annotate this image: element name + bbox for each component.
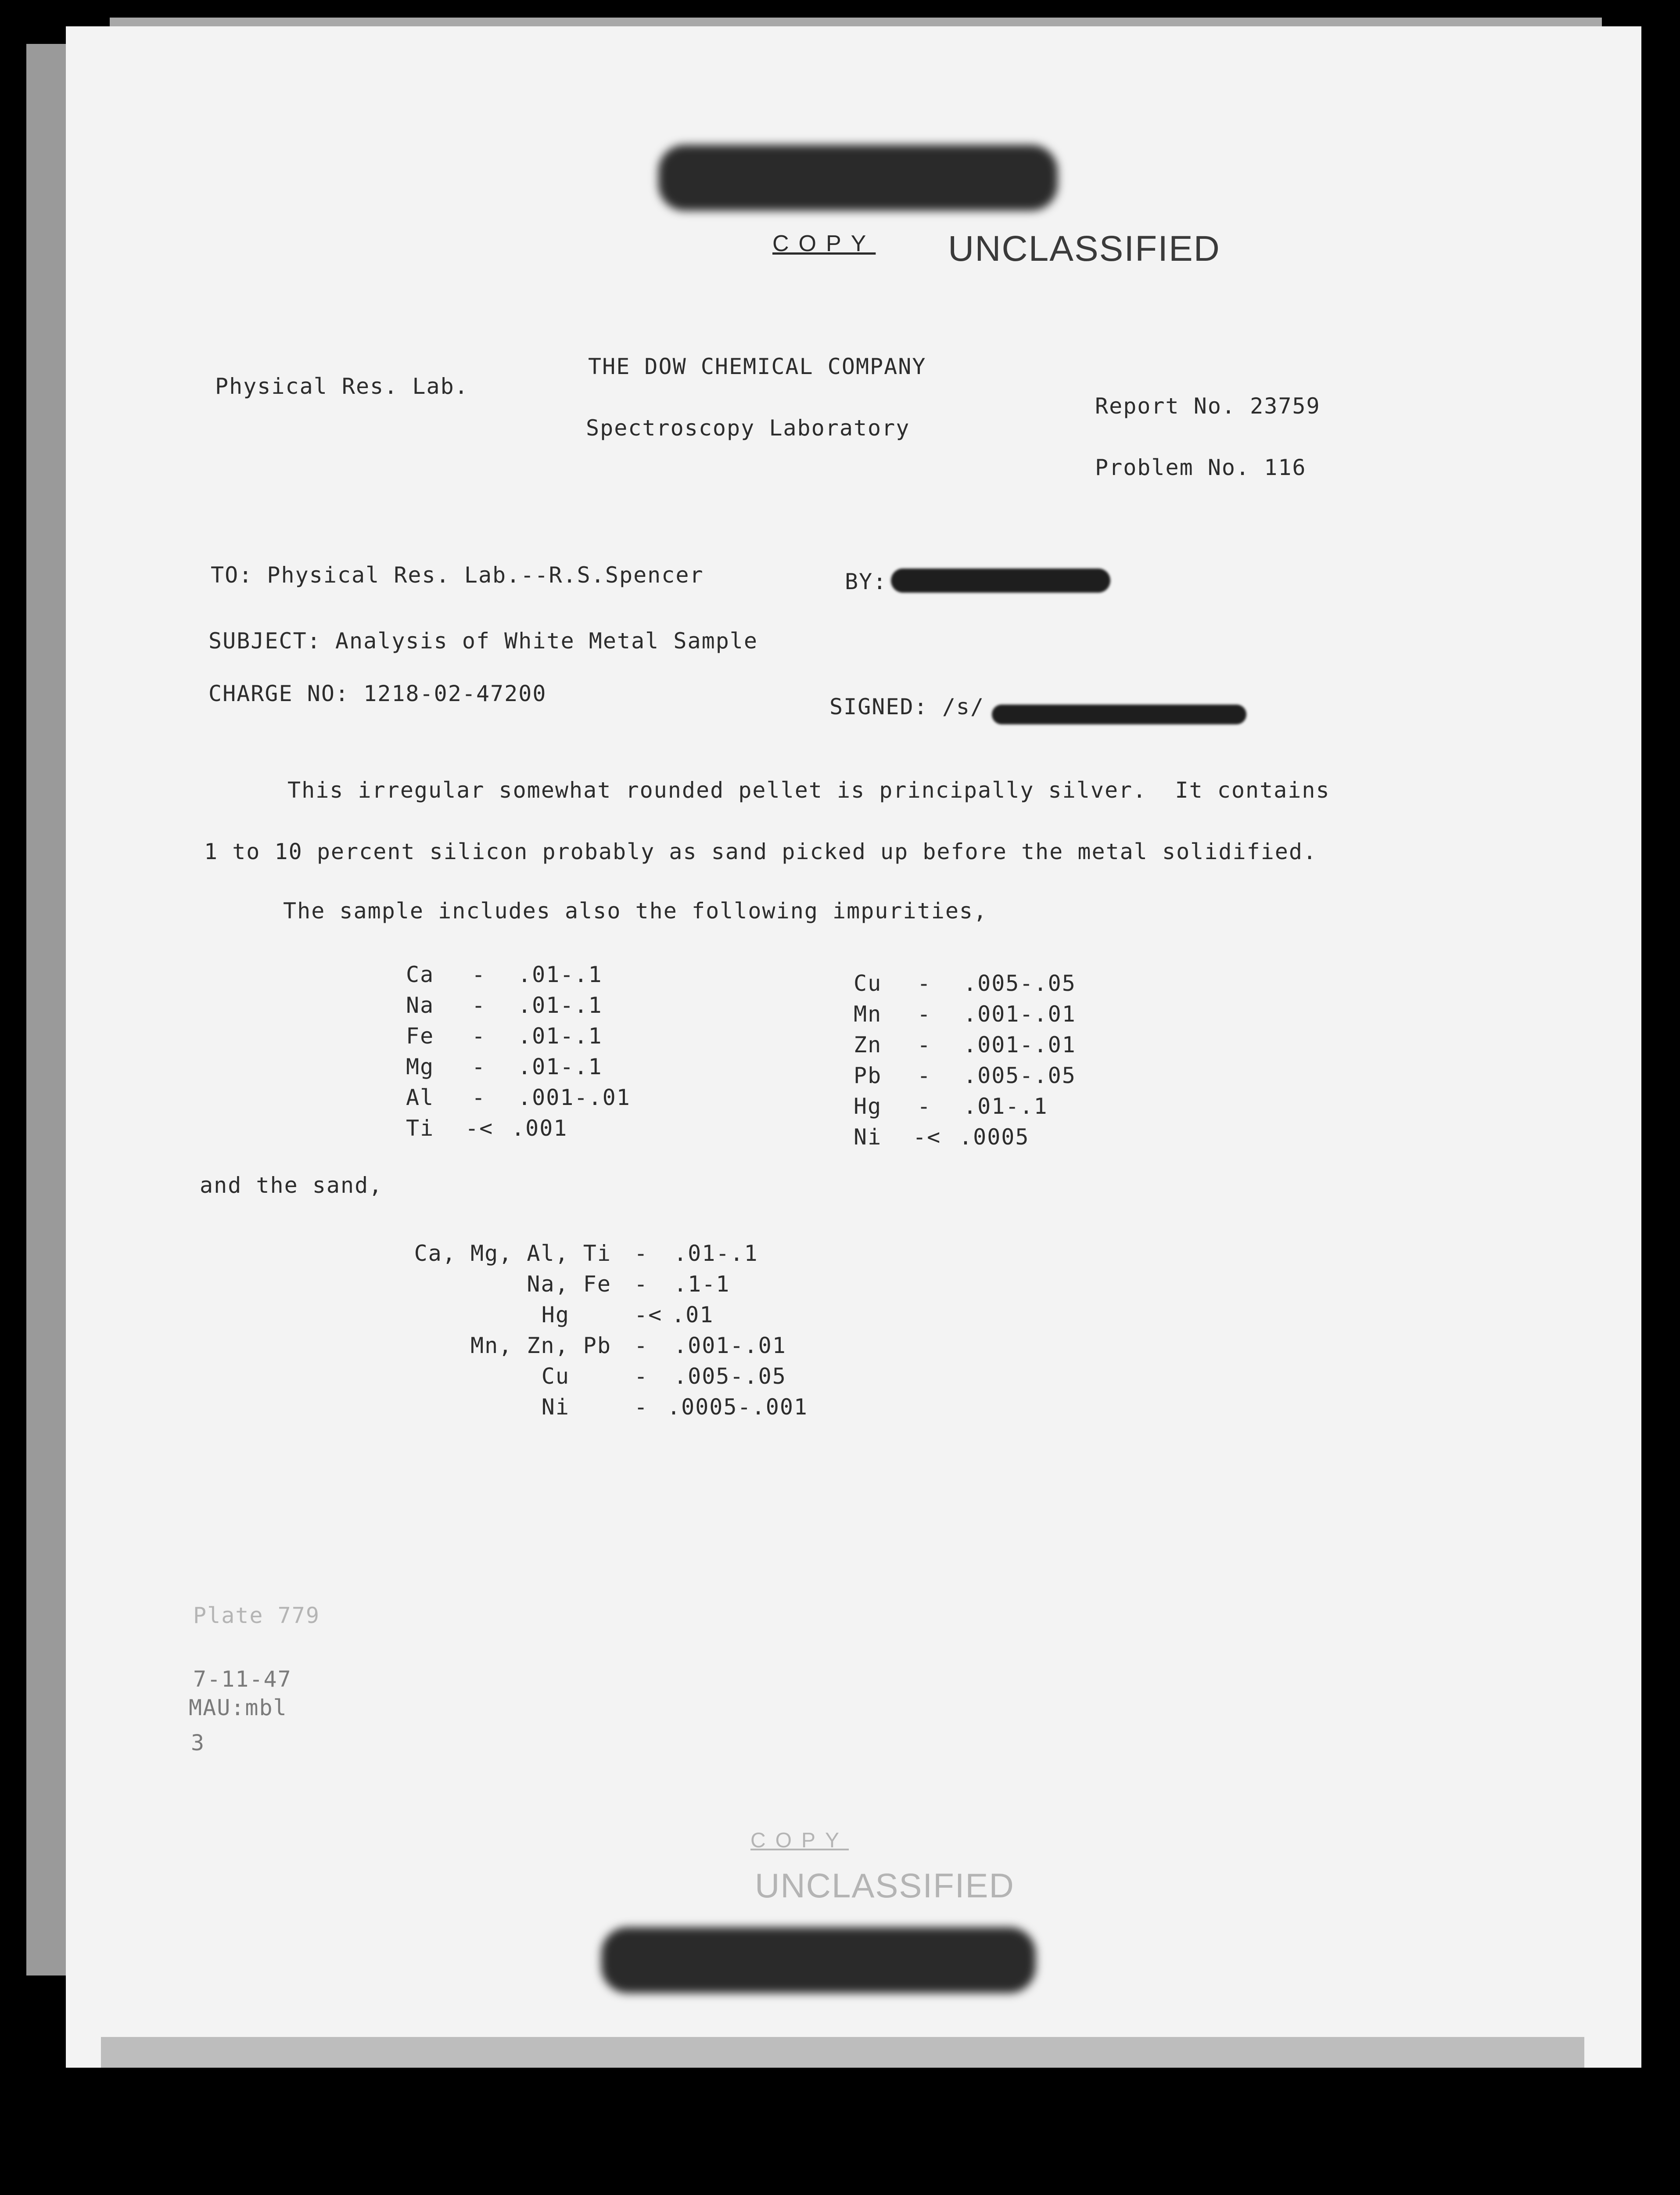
copy-stamp-bottom: COPY — [750, 1829, 849, 1852]
dash: - — [472, 1054, 486, 1080]
concentration-range: .001 — [511, 1115, 568, 1141]
concentration-range: .01-.1 — [518, 993, 603, 1018]
redaction-top — [658, 145, 1058, 211]
element-symbol: Cu — [854, 971, 882, 996]
dash: - — [917, 1032, 932, 1058]
concentration-range: .001-.01 — [518, 1085, 631, 1110]
scan-shadow-left — [26, 44, 66, 1976]
concentration-range: .01-.1 — [518, 962, 603, 987]
concentration-range: .1-1 — [674, 1271, 730, 1297]
element-list: Hg — [541, 1302, 570, 1328]
element-list: Cu — [541, 1364, 570, 1389]
unit-name: Physical Res. Lab. — [215, 374, 469, 399]
element-symbol: Mg — [406, 1054, 434, 1080]
dash: - — [472, 1023, 486, 1049]
memo-signed-label: SIGNED: /s/ — [829, 694, 985, 720]
copy-stamp-top: COPY — [772, 231, 876, 256]
report-number: Report No. 23759 — [1095, 393, 1321, 419]
body-line-3: The sample includes also the following impurities, — [283, 898, 988, 924]
concentration-range: .01-.1 — [963, 1094, 1048, 1119]
dash: - — [634, 1364, 649, 1389]
concentration-range: .0005 — [959, 1124, 1030, 1150]
concentration-range: .001-.01 — [963, 1001, 1076, 1027]
concentration-range: .01-.1 — [518, 1023, 603, 1049]
typist-initials: MAU:mbl — [189, 1695, 287, 1720]
element-list: Ca, Mg, Al, Ti — [414, 1241, 611, 1266]
dash: - — [634, 1241, 649, 1266]
redaction-signature — [992, 705, 1246, 724]
body-line-2: 1 to 10 percent silicon probably as sand picked up before the metal solidified. — [204, 839, 1317, 864]
report-date: 7-11-47 — [193, 1666, 292, 1692]
element-symbol: Pb — [854, 1063, 882, 1088]
element-symbol: Fe — [406, 1023, 434, 1049]
redaction-bottom — [601, 1927, 1036, 1993]
dash: - — [917, 1094, 932, 1119]
redaction-by — [891, 569, 1110, 593]
element-symbol: Hg — [854, 1094, 882, 1119]
dash: - — [634, 1271, 649, 1297]
classification-stamp-top: UNCLASSIFIED — [948, 229, 1221, 269]
problem-number: Problem No. 116 — [1095, 455, 1307, 480]
concentration-range: .01 — [671, 1302, 714, 1328]
dash: -< — [634, 1302, 663, 1328]
laboratory-name: Spectroscopy Laboratory — [586, 415, 910, 441]
sand-intro: and the sand, — [200, 1173, 383, 1198]
element-list: Mn, Zn, Pb — [470, 1333, 611, 1358]
dash: -< — [913, 1124, 941, 1150]
element-symbol: Na — [406, 993, 434, 1018]
element-symbol: Al — [406, 1085, 434, 1110]
memo-charge-number: CHARGE NO: 1218-02-47200 — [208, 681, 547, 706]
dash: - — [634, 1394, 649, 1420]
classification-stamp-bottom: UNCLASSIFIED — [755, 1866, 1015, 1905]
body-line-1: This irregular somewhat rounded pellet is principally silver. It contains — [287, 777, 1330, 803]
concentration-range: .005-.05 — [674, 1364, 786, 1389]
dash: -< — [465, 1115, 494, 1141]
element-list: Ni — [541, 1394, 570, 1420]
dash: - — [917, 1063, 932, 1088]
element-symbol: Mn — [854, 1001, 882, 1027]
memo-by-label: BY: — [845, 569, 887, 594]
dash: - — [634, 1333, 649, 1358]
element-list: Na, Fe — [527, 1271, 611, 1297]
dash: - — [472, 1085, 486, 1110]
copy-count: 3 — [191, 1730, 205, 1756]
dash: - — [917, 1001, 932, 1027]
company-name: THE DOW CHEMICAL COMPANY — [588, 354, 926, 379]
dash: - — [917, 971, 932, 996]
scan-shadow-bottom — [101, 2037, 1584, 2068]
concentration-range: .0005-.001 — [667, 1394, 808, 1420]
plate-number: Plate 779 — [193, 1603, 320, 1628]
concentration-range: .005-.05 — [963, 971, 1076, 996]
concentration-range: .001-.01 — [963, 1032, 1076, 1058]
dash: - — [472, 993, 486, 1018]
element-symbol: Ca — [406, 962, 434, 987]
concentration-range: .01-.1 — [518, 1054, 603, 1080]
dash: - — [472, 962, 486, 987]
memo-to: TO: Physical Res. Lab.--R.S.Spencer — [211, 562, 704, 588]
concentration-range: .01-.1 — [674, 1241, 758, 1266]
element-symbol: Ti — [406, 1115, 434, 1141]
concentration-range: .005-.05 — [963, 1063, 1076, 1088]
concentration-range: .001-.01 — [674, 1333, 786, 1358]
element-symbol: Ni — [854, 1124, 882, 1150]
element-symbol: Zn — [854, 1032, 882, 1058]
memo-subject: SUBJECT: Analysis of White Metal Sample — [208, 628, 758, 654]
